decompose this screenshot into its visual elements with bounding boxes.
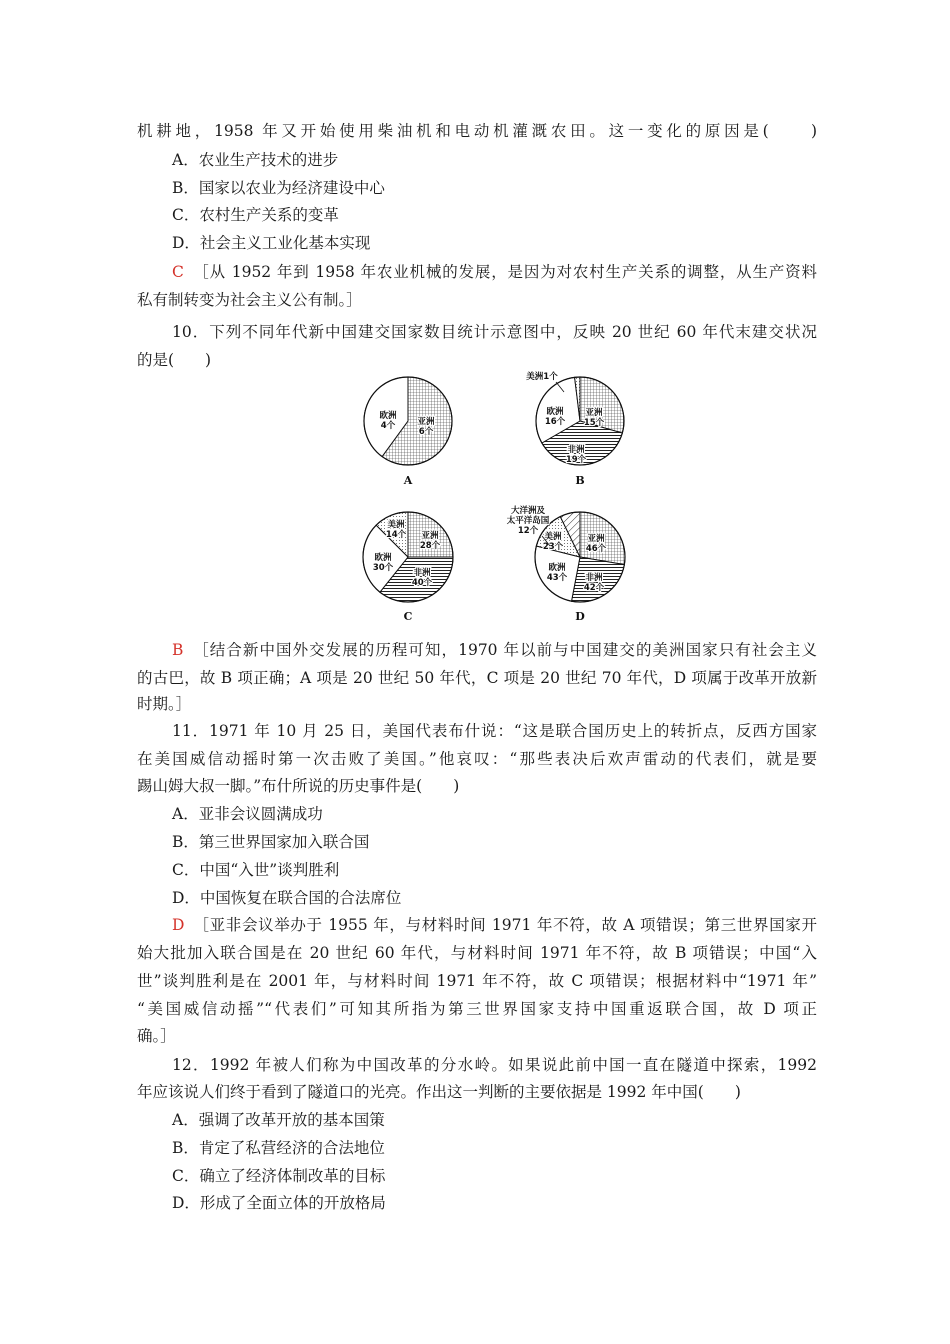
pie-c-caption: C	[403, 610, 413, 623]
q12-option-b: B．肯定了私营经济的合法地位	[172, 1139, 385, 1157]
pie-b-label-0: 亚洲 15个	[583, 408, 605, 428]
q10-stem-cont: 的是( )	[137, 351, 212, 369]
pie-c-label-2: 欧洲 30个	[372, 553, 394, 573]
q9-option-c: C．农村生产关系的变革	[172, 206, 339, 224]
q9-option-a: A．农业生产技术的进步	[172, 151, 339, 169]
q12-option-a: A．强调了改革开放的基本国策	[172, 1111, 385, 1129]
q11-option-d: D．中国恢复在联合国的合法席位	[172, 889, 402, 907]
pie-b-label-2: 欧洲 16个	[544, 407, 566, 427]
q10-explanation-cont-1: 的古巴，故 B 项正确；A 项是 20 世纪 50 年代，C 项是 20 世纪 70 年代，D 项属于改革开放新	[137, 669, 817, 687]
pie-d-caption: D	[575, 610, 585, 623]
pie-b-label-1: 非洲 19个	[565, 445, 587, 465]
pie-charts-figure	[350, 368, 640, 630]
pie-c-label-0: 亚洲 28个	[419, 531, 441, 551]
q9-explanation-cont: 私有制转变为社会主义公有制。］	[137, 291, 362, 309]
q11-explanation: D ［亚非会议举办于 1955 年，与材料时间 1971 年不符，故 A 项错误；第三世界国家开	[172, 916, 817, 934]
pie-d-label-1: 非洲 42个	[583, 573, 605, 593]
q11-answer: D	[172, 916, 185, 934]
pies-layer	[363, 371, 625, 623]
q9-option-d: D．社会主义工业化基本实现	[172, 234, 371, 252]
q11-explanation-cont-1: 始大批加入联合国是在 20 世纪 60 年代，与材料时间 1971 年不符，故 B 项错误；中国“入	[137, 944, 817, 962]
q11-option-b: B．第三世界国家加入联合国	[172, 833, 370, 851]
pie-d-label-0: 亚洲 46个	[585, 534, 607, 554]
pie-d-label-4: 大洋洲及太平洋岛国 12个	[506, 506, 550, 536]
q12-option-d: D．形成了全面立体的开放格局	[172, 1194, 386, 1212]
q12-stem-cont: 年应该说人们终于看到了隧道口的光亮。作出这一判断的主要依据是 1992 年中国( )	[137, 1083, 741, 1101]
q11-explanation-cont-2: 世”谈判胜利是在 2001 年，与材料时间 1971 年不符，故 C 项错误；根据材料中“1971 年”	[137, 972, 817, 990]
pie-d-label-2: 欧洲 43个	[546, 563, 568, 583]
q11-stem-cont-2: 踢山姆大叔一脚。”布什所说的历史事件是( )	[137, 777, 460, 795]
q11-stem-cont-1: 在美国威信动摇时第一次击败了美国。”他哀叹：“那些表决后欢声雷动的代表们，就是要	[137, 750, 817, 768]
q11-stem: 11．1971 年 10 月 25 日，美国代表布什说：“这是联合国历史上的转折点，反西方国家	[172, 722, 817, 740]
q12-option-c: C．确立了经济体制改革的目标	[172, 1167, 386, 1185]
q9-option-b: B．国家以农业为经济建设中心	[172, 179, 385, 197]
q10-answer: B	[172, 641, 184, 659]
pie-d-label-3: 美洲 23个	[542, 532, 564, 552]
q9-answer: C	[172, 263, 184, 281]
q9-explanation: C ［从 1952 年到 1958 年农业机械的发展，是因为对农村生产关系的调整，从生产资料	[172, 263, 817, 281]
pie-c-label-1: 非洲 40个	[411, 568, 433, 588]
pie-b-label-3: 美洲1个	[526, 372, 558, 382]
q10-explanation: B ［结合新中国外交发展的历程可知，1970 年以前与中国建交的美洲国家只有社会主义	[172, 641, 817, 659]
q11-explanation-cont-4: 确。］	[137, 1027, 176, 1045]
q11-option-c: C．中国“入世”谈判胜利	[172, 861, 340, 879]
pie-a-label-0: 亚洲 6个	[417, 417, 435, 437]
pie-b-caption: B	[575, 474, 585, 487]
q10-stem: 10．下列不同年代新中国建交国家数目统计示意图中，反映 20 世纪 60 年代末建交状况	[172, 323, 817, 341]
q12-stem: 12．1992 年被人们称为中国改革的分水岭。如果说此前中国一直在隧道中探索，1992	[172, 1056, 817, 1074]
pie-a-caption: A	[403, 474, 413, 487]
q11-explanation-cont-3: “美国威信动摇”“代表们”可知其所指为第三世界国家支持中国重返联合国，故 D 项正	[137, 1000, 817, 1018]
q11-option-a: A．亚非会议圆满成功	[172, 805, 323, 823]
pie-c-label-3: 美洲 14个	[385, 520, 407, 540]
q10-explanation-cont-2: 时期。］	[137, 695, 192, 713]
q9-stem: 机耕地，1958 年又开始使用柴油机和电动机灌溉农田。这一变化的原因是( )	[137, 122, 817, 140]
pie-a-label-1: 欧洲 4个	[379, 411, 397, 431]
